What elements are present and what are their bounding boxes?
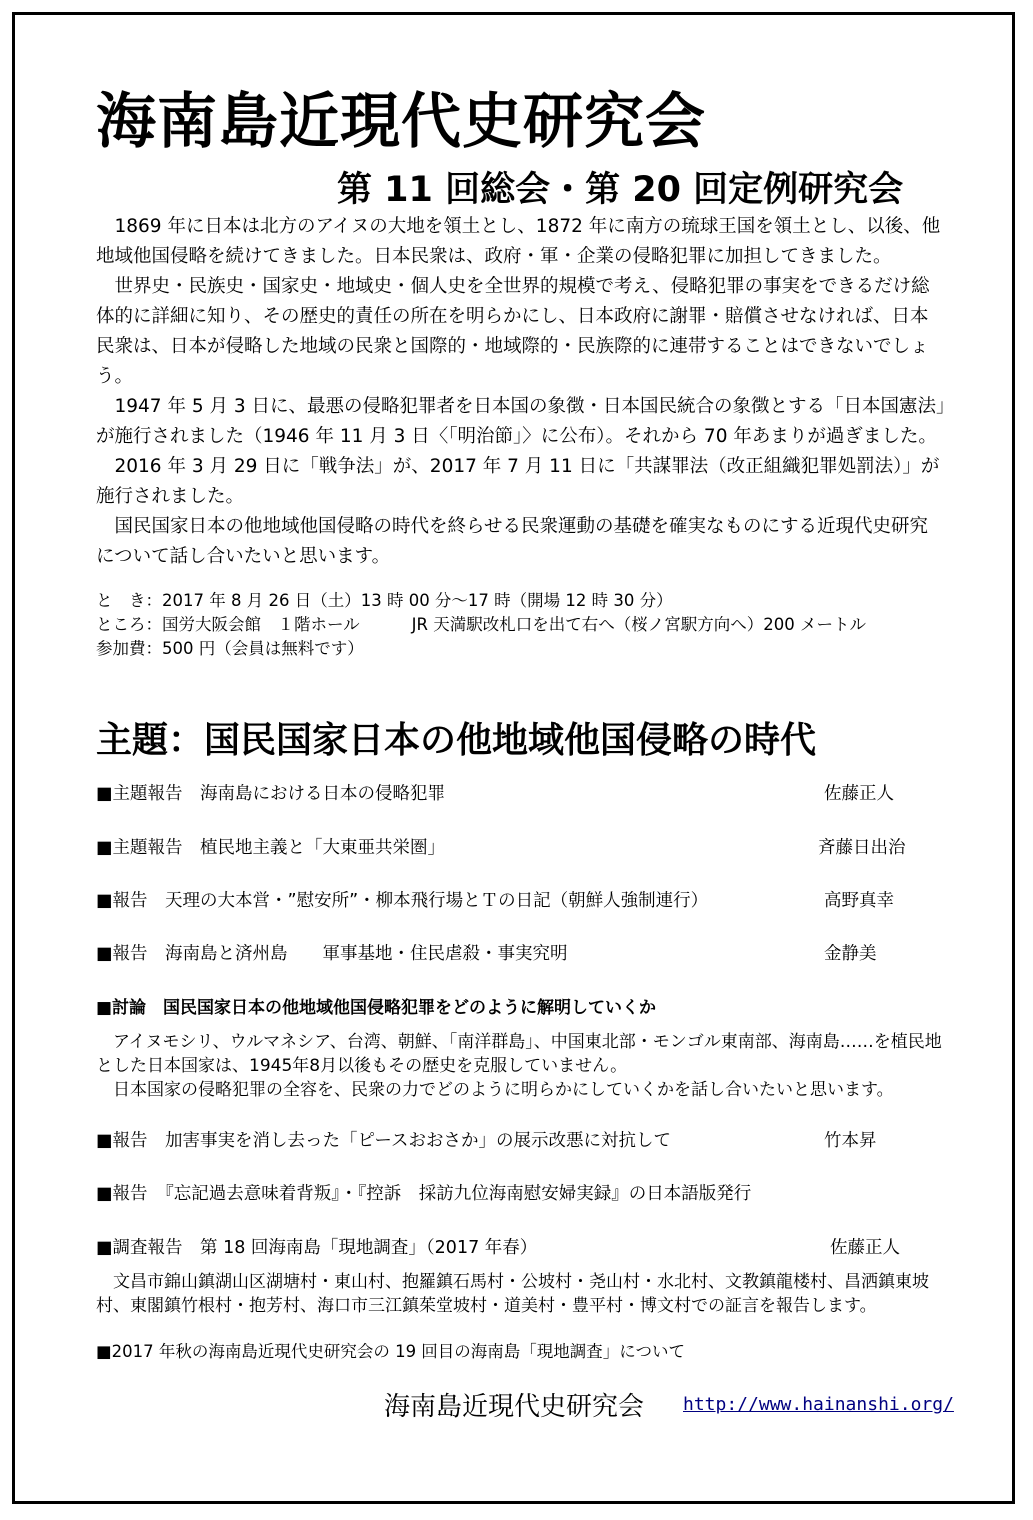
speaker-name: 佐藤正人: [824, 784, 894, 804]
page-title: 海南島近現代史研究会: [96, 87, 706, 157]
footer-url-link[interactable]: http://www.hainanshi.org/: [683, 1394, 954, 1415]
discussion-paragraph: 日本国家の侵略犯罪の全容を、民衆の力でどのように明らかにしていくかを話し合いたいと思います。: [113, 1080, 894, 1100]
intro-paragraph: 1947 年 5 月 3 日に、最悪の侵略犯罪者を日本国の象徴・日本国民統合の象徴とする「日本国憲法」が施行されました（1946 年 11 月 3 日〈「明治節」〉に公布）。それから 70 年あまりが過ぎました。: [96, 396, 946, 447]
speaker-name: 竹本昇: [824, 1131, 877, 1151]
program-item: ■2017 年秋の海南島近現代史研究会の 19 回目の海南島「現地調査」について: [96, 1342, 685, 1361]
intro-paragraph: 国民国家日本の他地域他国侵略の時代を終らせる民衆運動の基礎を確実なものにする近現代史研究について話し合いたいと思います。: [96, 516, 928, 567]
speaker-name: 佐藤正人: [830, 1238, 900, 1258]
event-time: と き：2017 年 8 月 26 日（土）13 時 00 分～17 時（開場 12 時 30 分）: [96, 591, 673, 610]
event-place-row: [96, 613, 866, 637]
program-item: ■主題報告 海南島における日本の侵略犯罪: [96, 784, 446, 804]
discussion-paragraph: アイヌモシリ、ウルマネシア、台湾、朝鮮、「南洋群島」、中国東北部・モンゴル東南部、海南島……を植民地とした日本国家は、1945年8月以後もその歴史を克服していません。: [96, 1032, 942, 1076]
intro-paragraph: 2016 年 3 月 29 日に「戦争法」が、2017 年 7 月 11 日に「共謀罪法（改正組織犯罪処罰法）」が施行されました。: [96, 456, 940, 507]
footer-org: 海南島近現代史研究会: [384, 1392, 645, 1422]
discussion-text: [96, 1030, 946, 1102]
event-fee: 参加費：500 円（会員は無料です）: [96, 639, 364, 658]
event-info: [96, 589, 866, 661]
intro-paragraph: 世界史・民族史・国家史・地域史・個人史を全世界的規模で考え、侵略犯罪の事実をできるだけ総体的に詳細に知り、その歴史的責任の所在を明らかにし、日本政府に謝罪・賠償させなければ、日本民衆は、日本が侵略した地域の民衆と国際的・地域際的・民族際的に連帯することはできないでしょう。: [96, 276, 930, 387]
discussion-heading: ■討論 国民国家日本の他地域他国侵略犯罪をどのように解明していくか: [96, 998, 657, 1018]
event-place: ところ：国労大阪会館 １階ホール: [96, 615, 360, 634]
program-item: ■主題報告 植民地主義と「大東亜共栄圏」: [96, 838, 446, 858]
theme-heading: 主題：国民国家日本の他地域他国侵略の時代: [96, 720, 817, 761]
program-item: ■報告 海南島と済州島 軍事基地・住民虐殺・事実究明: [96, 944, 568, 964]
program-item: ■報告 天理の大本営・”慰安所”・柳本飛行場とＴの日記（朝鮮人強制連行）: [96, 891, 709, 911]
intro-text: [96, 212, 946, 572]
program-item: ■調査報告 第 18 回海南島「現地調査」（2017 年春）: [96, 1238, 538, 1258]
program-item: ■報告 『忘記過去意味着背叛』・『控訴 採訪九位海南慰安婦実録』の日本語版発行: [96, 1184, 752, 1204]
page-subtitle: 第 11 回総会・第 20 回定例研究会: [337, 170, 904, 210]
speaker-name: 金静美: [824, 944, 877, 964]
speaker-name: 高野真幸: [824, 891, 894, 911]
speaker-name: 斉藤日出治: [818, 838, 906, 858]
survey-paragraph: 文昌市錦山鎮湖山区湖塘村・東山村、抱羅鎮石馬村・公坡村・尧山村・水北村、文教鎮龍楼村、昌洒鎮東坡村、東閣鎮竹根村・抱芳村、海口市三江鎮茱堂坡村・道美村・豊平村・博文村での証言を報告します。: [96, 1272, 929, 1316]
event-directions: JR 天満駅改札口を出て右へ（桜ノ宮駅方向へ）200 メートル: [411, 615, 866, 634]
intro-paragraph: 1869 年に日本は北方のアイヌの大地を領土とし、1872 年に南方の琉球王国を領土とし、以後、他地域他国侵略を続けてきました。日本民衆は、政府・軍・企業の侵略犯罪に加担してきました。: [96, 216, 941, 267]
survey-text: [96, 1270, 946, 1318]
program-item: ■報告 加害事実を消し去った「ピースおおさか」の展示改悪に対抗して: [96, 1131, 671, 1151]
